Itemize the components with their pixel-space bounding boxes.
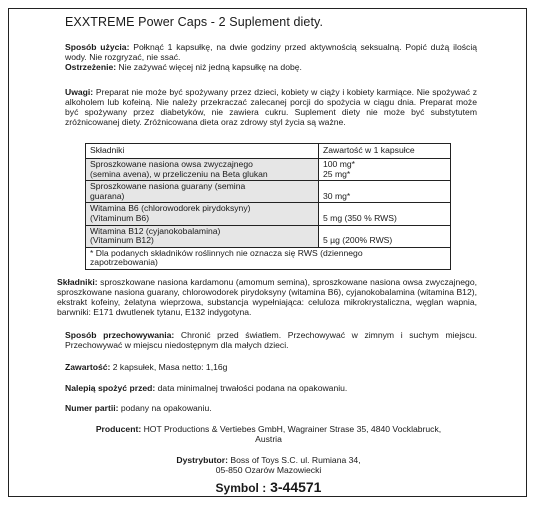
usage-label: Sposób użycia: [65,42,130,52]
usage-text: Połknąć 1 kapsułkę, na dwie godziny przed aktywnością seksualną. Popić dużą ilością wody. Nie rozgryzać, nie ssać. [65,42,478,62]
ingredient-name-line2: (Vitaminum B6) [90,212,150,223]
batch-section [65,403,477,413]
storage-label: Sposób przechowywania: [65,330,175,340]
symbol-label: Symbol : [215,481,267,495]
content-section [65,362,477,372]
header-ingredients: Składniki [86,144,319,159]
notes-section [65,87,477,127]
distributor-section [9,455,527,475]
producer-text-line2: Austria [255,434,282,444]
symbol-section [9,479,527,495]
ingredient-value-line2: 25 mg* [323,168,351,179]
table-row [86,225,451,247]
ingredient-value-line2: 5 mg (350 % RWS) [323,212,397,223]
ingredient-value [319,181,451,203]
ingredient-value-line2: 30 mg* [323,190,351,201]
ingredient-name-line1: Witamina B12 (cyjanokobalamina) [90,225,221,236]
ingredients-table [85,143,451,270]
ingredient-value-line2: 5 µg (200% RWS) [323,235,393,246]
ingredient-value [319,225,451,247]
ingredient-name-line2: guarana) [90,190,125,201]
table-header-row [86,144,451,159]
ingredient-name-line1: Witamina B6 (chlorowodorek pirydoksyny) [90,203,251,214]
ingredient-value [319,203,451,225]
header-content: Zawartość w 1 kapsułce [319,144,451,159]
ingredient-value-line1: 100 mg* [323,159,356,169]
usage-section [65,42,477,72]
notes-label: Uwagi: [65,87,94,97]
producer-section [9,424,527,444]
ingredient-name [86,203,319,225]
storage-section [65,330,477,350]
ingredient-name-line1: Sproszkowane nasiona owsa zwyczajnego [90,159,253,169]
producer-text-line1: HOT Productions & Vertiebes GmbH, Wagrainer Strase 35, 4840 Vocklabruck, [143,424,442,434]
distributor-label: Dystrybutor: [176,455,228,465]
table-row [86,181,451,203]
ingredient-name [86,225,319,247]
footnote-line2: zapotrzebowania) [90,257,158,268]
table-footnote-row [86,247,451,269]
ingredients-text: sproszkowane nasiona kardamonu (amomum semina), sproszkowane nasiona owsa zwyczajnego, sproszkowane nasiona guarany, chlorowodorek pirydoksyny (witamina B6), cyjanokobalamina (witamina B12), ekstrakt kofeiny, żelatyna wieprzowa, substancja wypełniająca: celuloza mikrokrystaliczna, węglan wapnia, barwniki: E171 dwutlenek tytanu, E132 indygotyna. [57,277,477,317]
storage-text: Chronić przed światłem. Przechowywać w zimnym i suchym miejscu. Przechowywać w miejscu niedostępnym dla małych dzieci. [65,330,477,350]
ingredient-value [319,159,451,181]
batch-label: Numer partii: [65,403,119,413]
ingredients-label: Składniki: [57,277,98,287]
ingredient-name [86,159,319,181]
symbol-value: 3-44571 [270,479,322,495]
ingredient-name-line1: Sproszkowane nasiona guarany (semina [90,181,246,192]
producer-label: Producent: [95,424,142,434]
table-row [86,203,451,225]
best-before-label: Nalepią spożyć przed: [65,383,156,393]
batch-text: podany na opakowaniu. [120,403,212,413]
footnote-line1: * Dla podanych składników roślinnych nie oznacza się RWS (dziennego [90,247,363,258]
notes-text: Preparat nie może być spożywany przez dzieci, kobiety w ciąży i kobiety karmiące. Nie spożywać z alkoholem lub kofeiną. Nie należy przekraczać zalecanej porcji do spożycia w ciągu dnia. Preparat może być spożywany przez diabetyków, nie zawiera cukru. Suplement diety nie może być substytutem zróżnicowanej diety. Zróżnicowana dieta oraz zdrowy styl życia są ważne. [65,87,478,127]
warning-label: Ostrzeżenie: [65,62,117,72]
content-label: Zawartość: [65,362,111,372]
ingredients-section [57,277,477,317]
table-row [86,159,451,181]
ingredient-name-line2: (Vitaminum B12) [90,235,154,246]
product-title: EXXTREME Power Caps - 2 Suplement diety. [65,15,324,29]
table-footnote [86,247,451,269]
best-before-text: data minimalnej trwałości podana na opakowaniu. [157,383,348,393]
distributor-text-line2: 05-850 Ozarów Mazowiecki [215,465,322,475]
distributor-text-line1: Boss of Toys S.C. ul. Rumiana 34, [230,455,361,465]
warning-text: Nie zażywać więcej niż jedną kapsułkę na dobę. [118,62,302,72]
content-text: 2 kapsułek, Masa netto: 1,16g [112,362,228,372]
label-document [8,8,527,497]
ingredient-name-line2: (semina avena), w przeliczeniu na Beta glukan [90,168,268,179]
best-before-section [65,383,477,393]
ingredient-name [86,181,319,203]
